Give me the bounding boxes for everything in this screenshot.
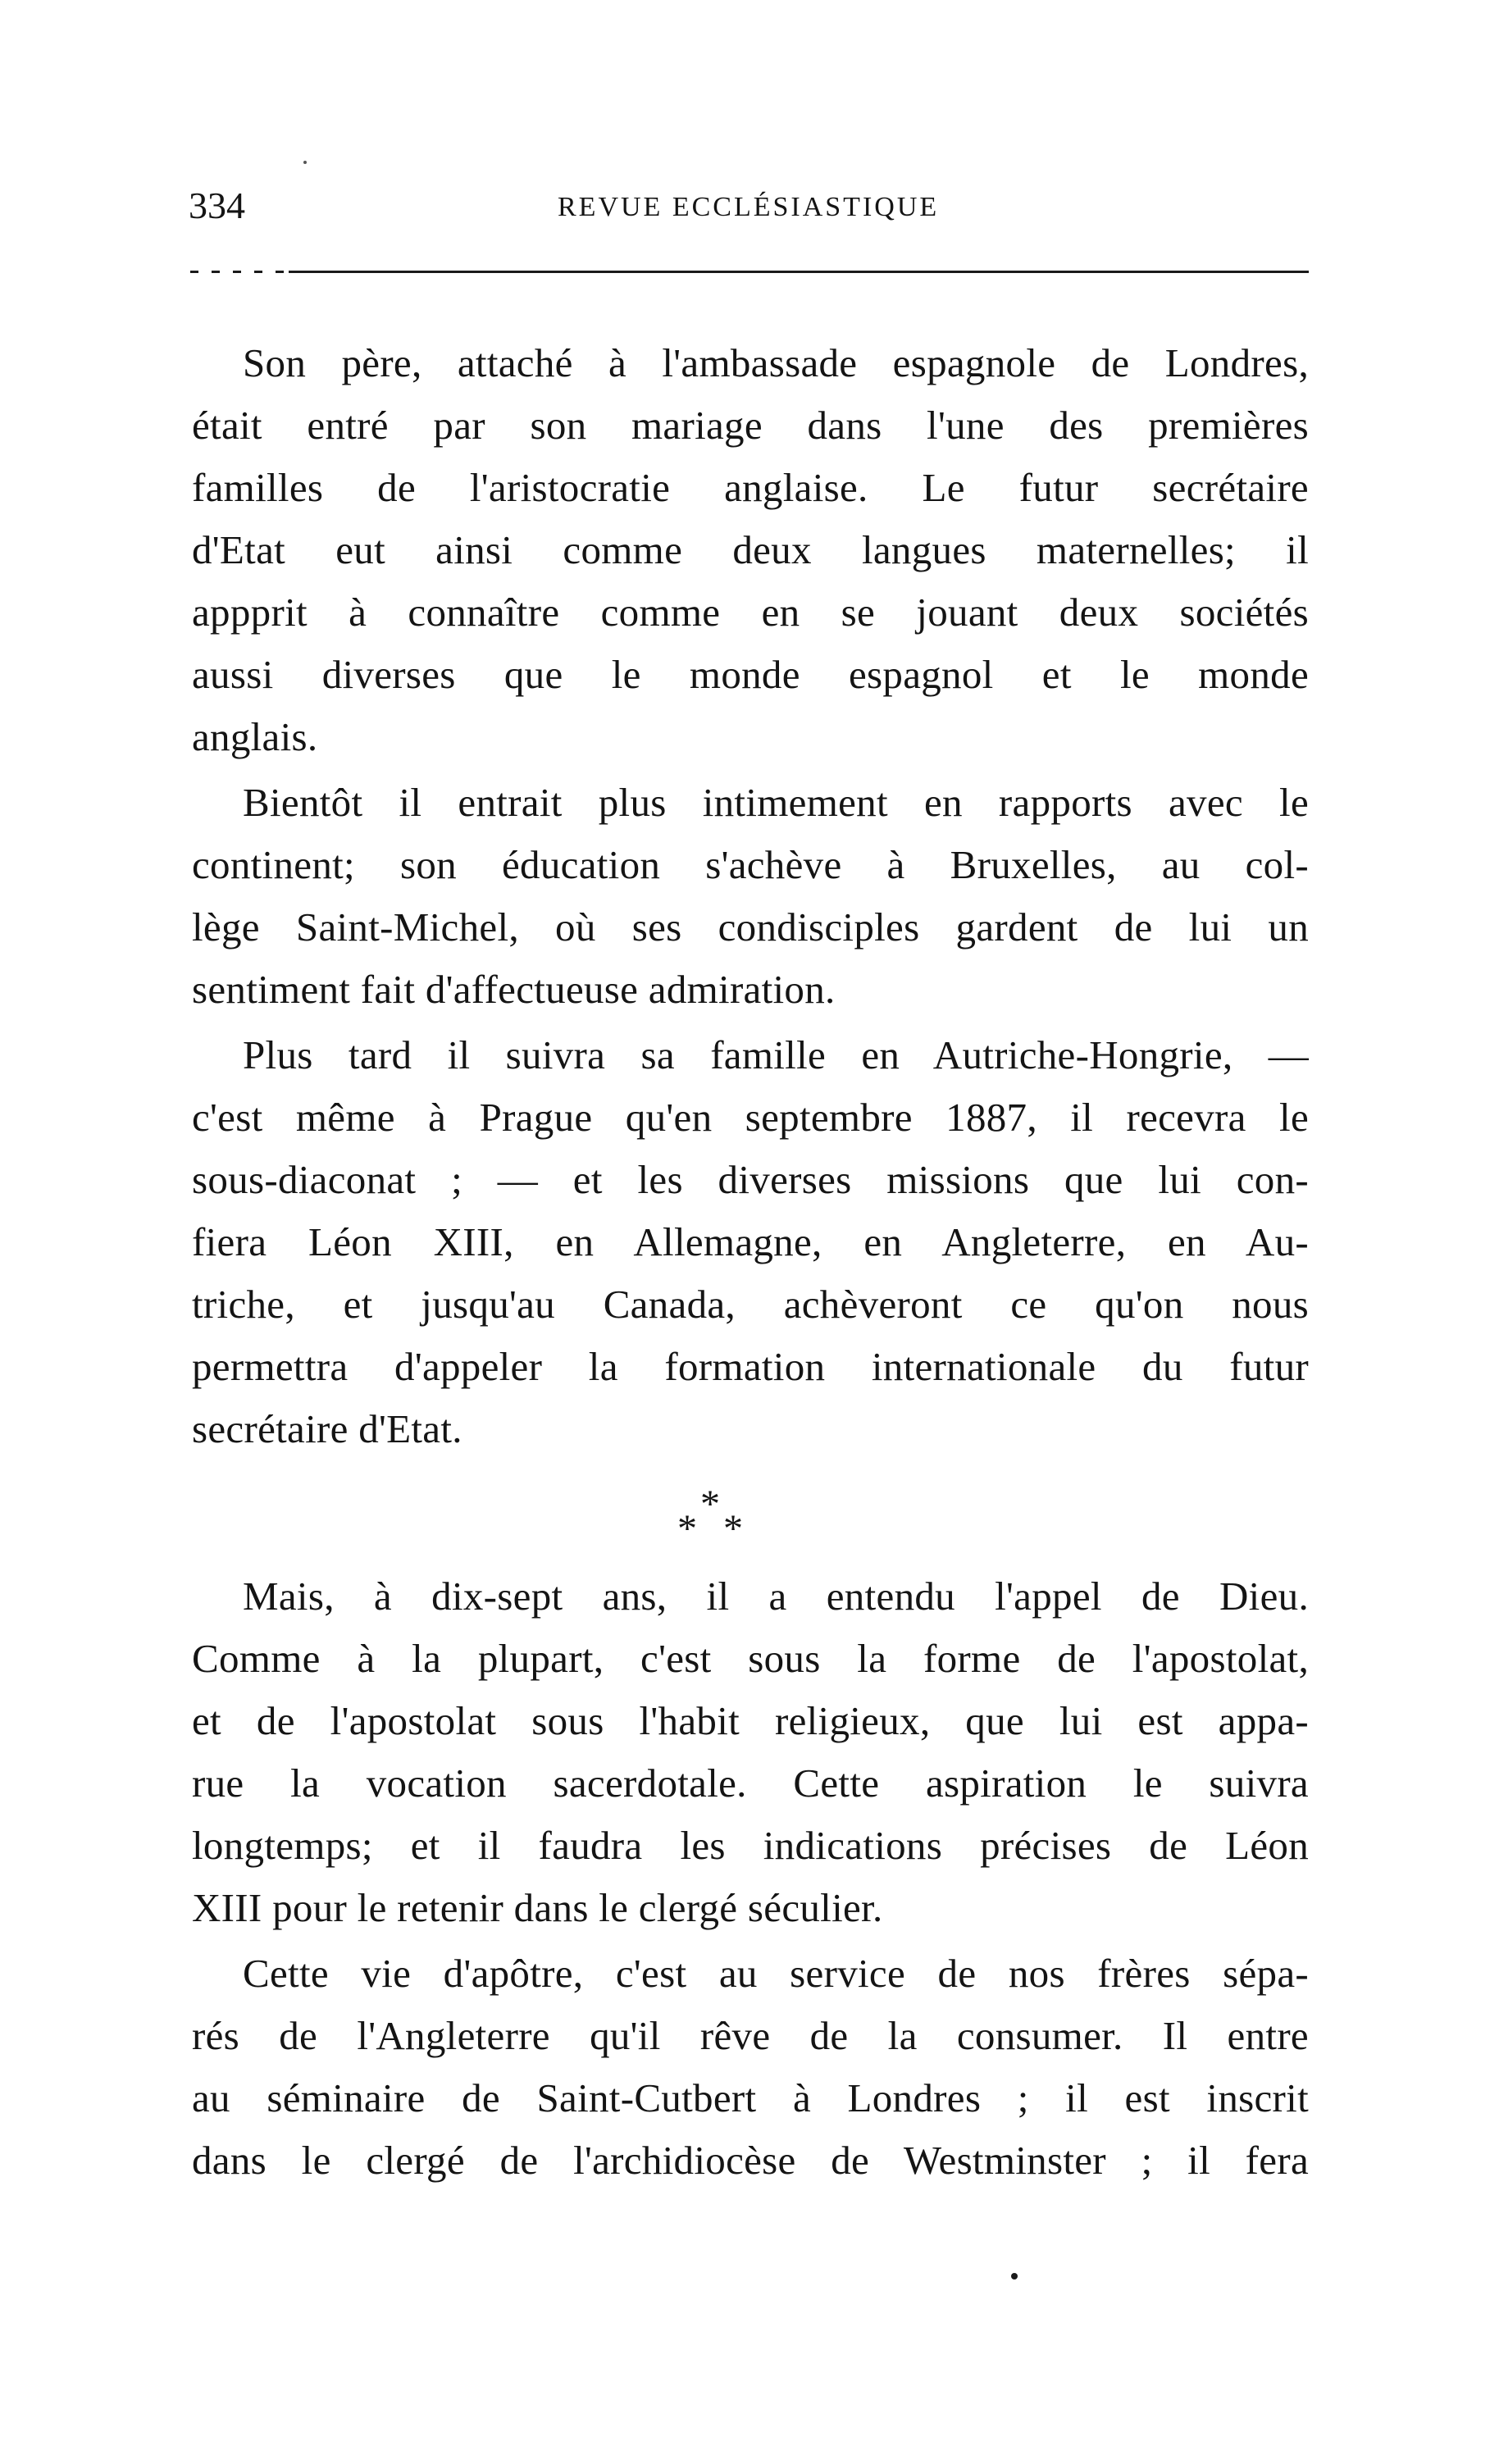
body-text (192, 332, 1309, 2192)
section-asterism (192, 1460, 1309, 1565)
text-line: et de l'apostolat sous l'habit religieux, que lui est appa- (192, 1698, 1309, 1743)
paragraph (192, 1943, 1309, 2192)
text-line: Son père, attaché à l'ambassade espagnole de Londres, (243, 340, 1309, 385)
page-number: 334 (189, 184, 245, 226)
print-speck (303, 161, 307, 164)
text-line: d'Etat eut ainsi comme deux langues maternelles; il (192, 527, 1309, 572)
paragraph (192, 1565, 1309, 1939)
asterism-star: * (677, 1507, 697, 1551)
paragraph (192, 1024, 1309, 1460)
text-line: dans le clergé de l'archidiocèse de Westminster ; il fera (192, 2138, 1309, 2183)
text-line: Mais, à dix-sept ans, il a entendu l'appel de Dieu. (243, 1574, 1309, 1619)
paragraph (192, 772, 1309, 1021)
asterism-star: * (700, 1482, 720, 1526)
text-line: Comme à la plupart, c'est sous la forme de l'apostolat, (192, 1636, 1309, 1681)
text-line: continent; son éducation s'achève à Bruxelles, au col- (192, 842, 1309, 887)
text-line: c'est même à Prague qu'en septembre 1887, il recevra le (192, 1095, 1309, 1140)
text-line: aussi diverses que le monde espagnol et le monde (192, 652, 1309, 697)
text-line: triche, et jusqu'au Canada, achèveront ce qu'on nous (192, 1282, 1309, 1327)
text-line: longtemps; et il faudra les indications précises de Léon (192, 1823, 1309, 1868)
text-line: anglais. (192, 714, 318, 759)
text-line: Plus tard il suivra sa famille en Autriche-Hongrie, — (243, 1032, 1309, 1077)
text-line: sous-diaconat ; — et les diverses missions que lui con- (192, 1157, 1309, 1202)
text-line: familles de l'aristocratie anglaise. Le futur secrétaire (192, 465, 1309, 510)
text-line: lège Saint-Michel, où ses condisciples gardent de lui un (192, 904, 1309, 950)
text-line: fiera Léon XIII, en Allemagne, en Angleterre, en Au- (192, 1219, 1309, 1264)
text-line: Bientôt il entrait plus intimement en rapports avec le (243, 780, 1309, 825)
running-head: REVUE ECCLÉSIASTIQUE (558, 192, 940, 222)
text-line: rés de l'Angleterre qu'il rêve de la consumer. Il entre (192, 2013, 1309, 2058)
asterism-star: * (723, 1507, 743, 1551)
header-rule (190, 271, 1309, 273)
text-line: secrétaire d'Etat. (192, 1406, 462, 1451)
text-line: était entré par son mariage dans l'une des premières (192, 403, 1309, 448)
text-line: permettra d'appeler la formation internationale du futur (192, 1344, 1309, 1389)
paragraph (192, 332, 1309, 768)
print-speck (1011, 2273, 1018, 2280)
text-line: XIII pour le retenir dans le clergé séculier. (192, 1885, 883, 1930)
text-line: appprit à connaître comme en se jouant deux sociétés (192, 590, 1309, 635)
text-line: Cette vie d'apôtre, c'est au service de nos frères sépa- (243, 1951, 1309, 1996)
text-line: sentiment fait d'affectueuse admiration. (192, 967, 836, 1012)
text-line: au séminaire de Saint-Cutbert à Londres ; il est inscrit (192, 2075, 1309, 2120)
text-line: rue la vocation sacerdotale. Cette aspiration le suivra (192, 1760, 1309, 1806)
header-rule-dots (190, 271, 289, 273)
